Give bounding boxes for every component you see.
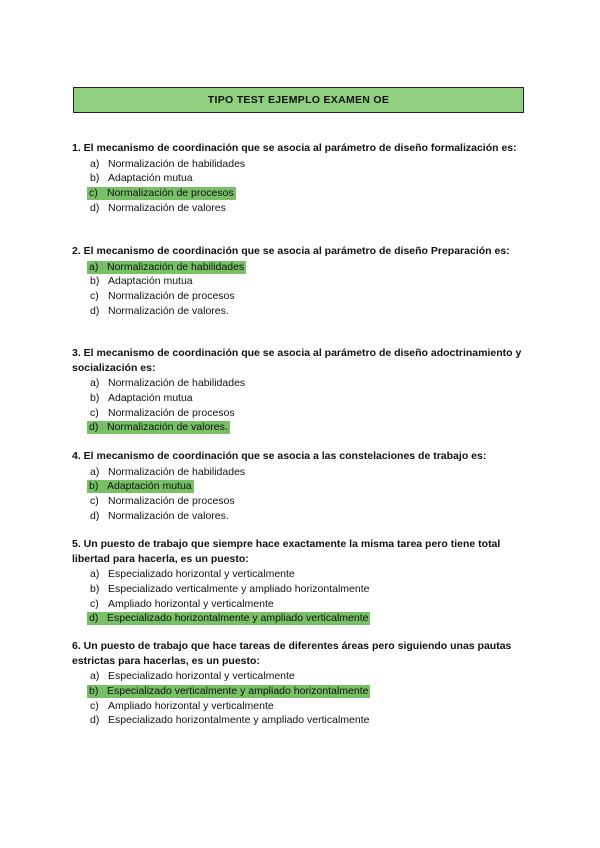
option-b: b) Adaptación mutua [90, 172, 193, 185]
option-c-correct: c) Normalización de procesos [89, 187, 234, 200]
option-d-correct: d) Especializado horizontalmente y ampliado verticalmente [89, 612, 369, 625]
option-d: d) Normalización de valores [90, 201, 226, 214]
option-d: d) Normalización de valores. [90, 304, 229, 317]
option-a: a) Especializado horizontal y verticalmente [90, 568, 295, 580]
document-title: TIPO TEST EJEMPLO EXAMEN OE [73, 87, 524, 113]
question-text: 3. El mecanismo de coordinación que se asocia al parámetro de diseño adoctrinamiento y socialización es: [72, 347, 522, 374]
option-d: d) Especializado horizontalmente y ampliado verticalmente [90, 714, 370, 727]
option-b: b) Adaptación mutua [90, 391, 193, 404]
question-text: 5. Un puesto de trabajo que siempre hace exactamente la misma tarea pero tiene total libertad para hacerla, es un puesto: [72, 538, 501, 565]
option-c: c) Normalización de procesos [90, 406, 235, 419]
question-3 [72, 346, 532, 435]
option-a: a) Normalización de habilidades [90, 157, 246, 170]
option-b: b) Especializado verticalmente y ampliado horizontalmente [90, 582, 370, 595]
question-4 [72, 449, 532, 524]
option-list [72, 567, 532, 626]
question-text: 1. El mecanismo de coordinación que se asocia al parámetro de diseño formalización es: [72, 142, 517, 154]
option-list [72, 157, 532, 216]
question-6 [72, 639, 532, 728]
option-b-correct: b) Adaptación mutua [89, 480, 192, 493]
option-c: c) Normalización de procesos [90, 290, 235, 303]
option-d: d) Normalización de valores. [90, 509, 229, 522]
question-text: 6. Un puesto de trabajo que hace tareas de diferentes áreas pero siguiendo unas pautas estrictas para hacerlas, es un puesto: [72, 640, 512, 667]
question-text: 4. El mecanismo de coordinación que se asocia a las constelaciones de trabajo es: [72, 450, 487, 462]
question-2 [72, 244, 532, 319]
question-text: 2. El mecanismo de coordinación que se asocia al parámetro de diseño Preparación es: [72, 245, 510, 257]
option-d-correct: d) Normalización de valores. [89, 421, 228, 434]
option-b-correct: b) Especializado verticalmente y ampliado horizontalmente [89, 684, 369, 697]
option-a: a) Normalización de habilidades [90, 465, 246, 478]
option-c: c) Normalización de procesos [90, 495, 235, 508]
option-c: c) Ampliado horizontal y verticalmente [90, 699, 274, 712]
option-list [72, 669, 532, 728]
option-a: a) Especializado horizontal y verticalmente [90, 670, 295, 682]
question-1 [72, 141, 532, 216]
option-b: b) Adaptación mutua [90, 275, 193, 288]
option-c: c) Ampliado horizontal y verticalmente [90, 597, 274, 610]
option-list [72, 260, 532, 319]
option-list [72, 465, 532, 524]
question-5 [72, 537, 532, 626]
option-a: a) Normalización de habilidades [90, 377, 246, 389]
option-list [72, 376, 532, 435]
option-a-correct: a) Normalización de habilidades [89, 260, 245, 273]
